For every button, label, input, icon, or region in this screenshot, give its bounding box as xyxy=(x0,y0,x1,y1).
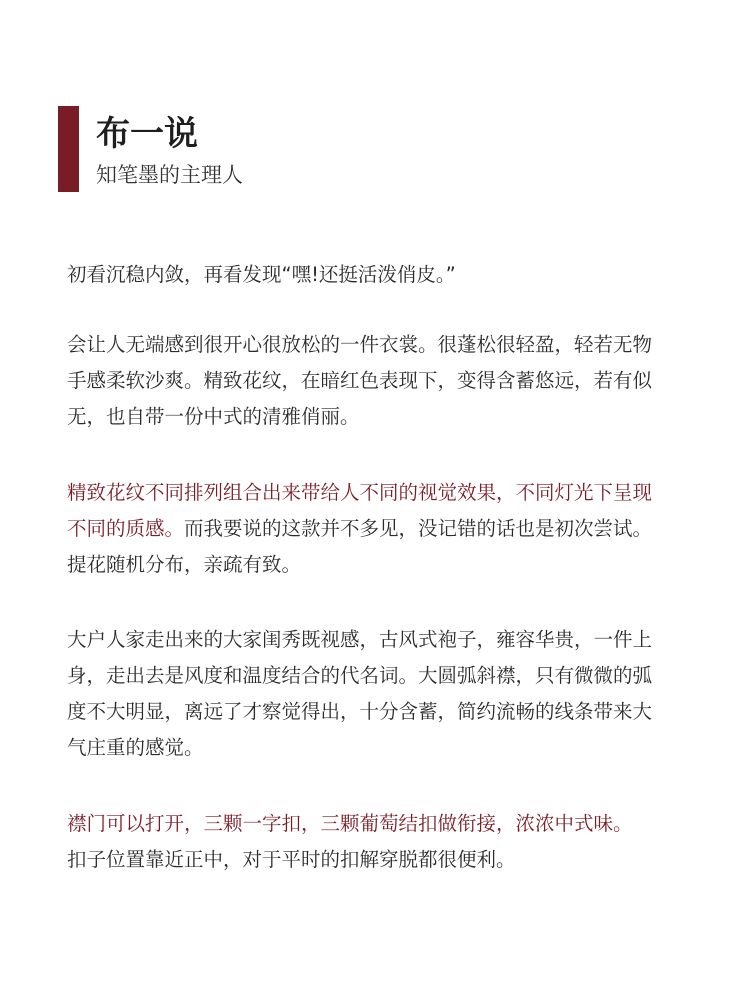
text-line: 度不大明显，离远了才察觉得出，十分含蓄，简约流畅的线条带来大 xyxy=(67,700,653,723)
text-line: 身，走出去是风度和温度结合的代名词。大圆弧斜襟，只有微微的弧 xyxy=(67,664,653,687)
highlight-line: 精致花纹不同排列组合出来带给人不同的视觉效果，不同灯光下呈现 xyxy=(67,481,653,504)
text-line xyxy=(67,511,717,547)
text-line: 扣子位置靠近正中，对于平时的扣解穿脱都很便利。 xyxy=(67,848,516,871)
text-line: 无，也自带一份中式的清雅俏丽。 xyxy=(67,405,360,428)
paragraph-feel xyxy=(67,327,717,435)
text-line: 初看沉稳内敛，再看发现“嘿!还挺活泼俏皮。” xyxy=(67,263,456,286)
paragraph-pattern xyxy=(67,475,717,583)
paragraph-buttons xyxy=(67,806,717,878)
author-header xyxy=(58,106,658,192)
text-line: 大户人家走出来的大家闺秀既视感，古风式袍子，雍容华贵，一件上 xyxy=(67,628,653,651)
highlight-line: 襟门可以打开，三颗一字扣，三颗葡萄结扣做衔接，浓浓中式味。 xyxy=(67,812,633,835)
text-line: 会让人无端感到很开心很放松的一件衣裳。很蓬松很轻盈，轻若无物 xyxy=(67,333,653,356)
text-line: 提花随机分布，亲疏有致。 xyxy=(67,553,302,576)
author-role: 知笔墨的主理人 xyxy=(96,163,243,187)
text-line: 手感柔软沙爽。精致花纹，在暗红色表现下，变得含蓄悠远，若有似 xyxy=(67,369,653,392)
accent-bar xyxy=(58,106,79,192)
paragraph-style xyxy=(67,622,717,766)
text-line: 气庄重的感觉。 xyxy=(67,736,204,759)
paragraph-intro xyxy=(67,257,717,293)
text-segment: 而我要说的这款并不多见，没记错的话也是初次尝试。 xyxy=(184,517,653,540)
author-name: 布一说 xyxy=(96,114,198,154)
highlight-text: 不同的质感。 xyxy=(67,517,185,540)
